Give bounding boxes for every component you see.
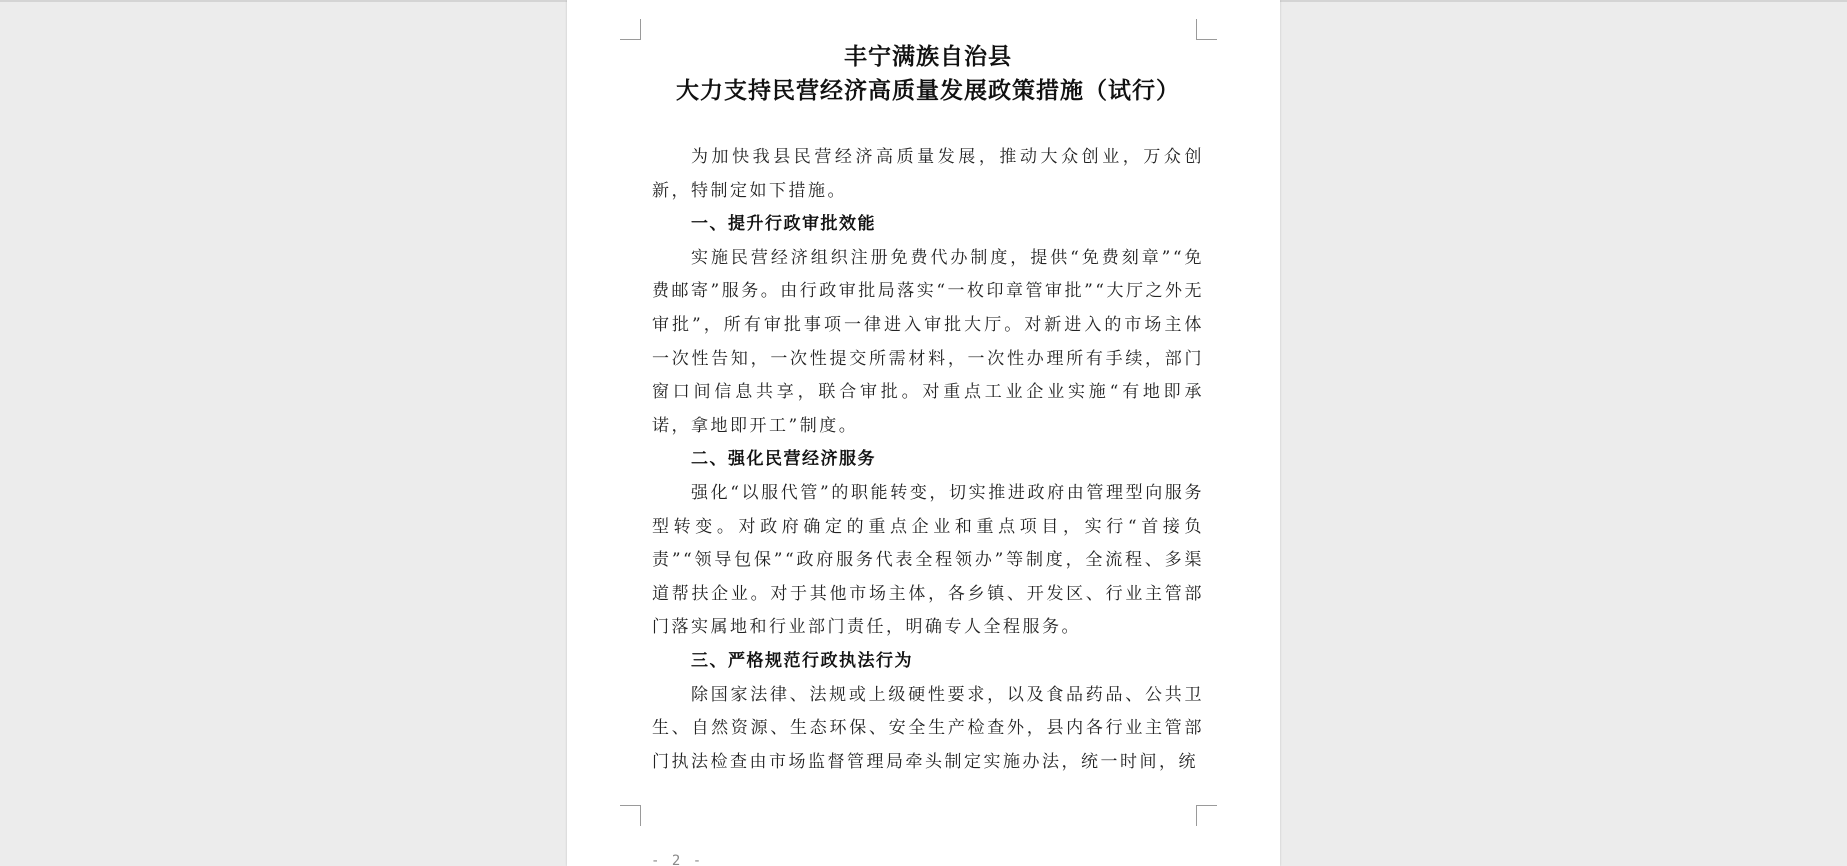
crop-mark-bottom-right <box>1196 805 1217 826</box>
section-heading-2: 二、强化民营经济服务 <box>691 449 876 470</box>
section-heading-1: 一、提升行政审批效能 <box>691 214 876 235</box>
crop-mark-top-left <box>620 19 641 40</box>
document-title-line-1: 丰宁满族自治县 <box>844 44 1012 70</box>
section-paragraph-3: 除国家法律、法规或上级硬性要求，以及食品药品、公共卫生、自然资源、生态环保、安全生产检查外，县内各行业主管部门执法检查由市场监督管理局牵头制定实施办法，统一时间，统 <box>652 684 1204 772</box>
page-content <box>652 40 1204 779</box>
intro-paragraph: 为加快我县民营经济高质量发展，推动大众创业，万众创新，特制定如下措施。 <box>652 147 1204 201</box>
document-page <box>567 0 1280 866</box>
crop-mark-bottom-left <box>620 805 641 826</box>
document-title-line-2: 大力支持民营经济高质量发展政策措施（试行） <box>676 78 1180 104</box>
section-paragraph-2: 强化“以服代管”的职能转变，切实推进政府由管理型向服务型转变。对政府确定的重点企业和重点项目，实行“首接负责”“领导包保”“政府服务代表全程领办”等制度，全流程、多渠道帮扶企业。对于其他市场主体，各乡镇、开发区、行业主管部门落实属地和行业部门责任，明确专人全程服务。 <box>652 482 1204 638</box>
section-heading-3: 三、严格规范行政执法行为 <box>691 650 913 671</box>
crop-mark-top-right <box>1196 19 1217 40</box>
section-paragraph-1: 实施民营经济组织注册免费代办制度，提供“免费刻章”“免费邮寄”服务。由行政审批局落实“一枚印章管审批”“大厅之外无审批”，所有审批事项一律进入审批大厅。对新进入的市场主体一次性告知，一次性提交所需材料，一次性办理所有手续，部门窗口间信息共享，联合审批。对重点工业企业实施“有地即承诺，拿地即开工”制度。 <box>652 247 1204 436</box>
document-body <box>652 141 1204 779</box>
page-number: - 2 - <box>651 853 704 866</box>
